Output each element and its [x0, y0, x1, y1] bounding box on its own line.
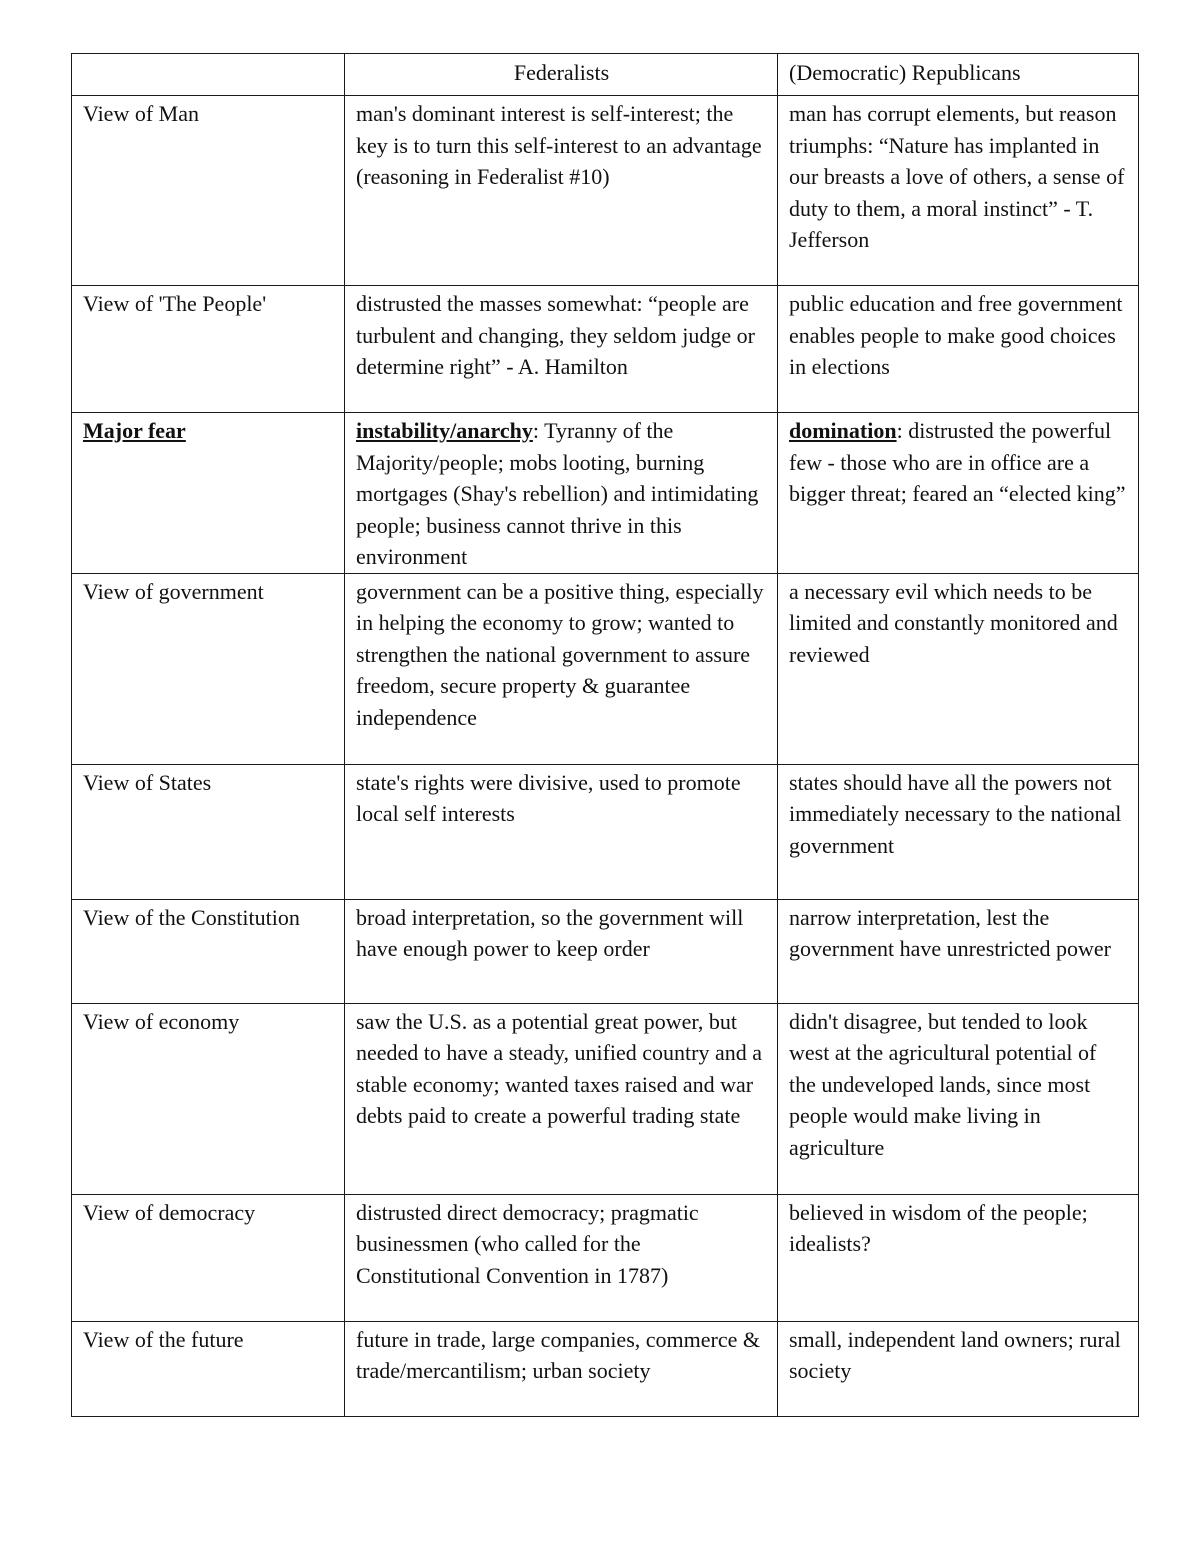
federalist-cell: man's dominant interest is self-interest; the key is to turn this self-interest to an advantage (reasoning in Federalist #10): [345, 96, 778, 286]
federalist-cell: distrusted the masses somewhat: “people are turbulent and changing, they seldom judge or determine right” - A. Hamilton: [345, 286, 778, 413]
federalist-fear-keyword: instability/anarchy: [356, 418, 533, 443]
republican-cell: [778, 413, 1139, 574]
federalist-cell: saw the U.S. as a potential great power, but needed to have a steady, unified country and a stable economy; wanted taxes raised and war debts paid to create a powerful trading state: [345, 1003, 778, 1194]
header-republicans: (Democratic) Republicans: [778, 54, 1139, 96]
table-row: [72, 96, 1139, 286]
table-row: [72, 573, 1139, 764]
row-label: View of economy: [72, 1003, 345, 1194]
federalist-cell: government can be a positive thing, especially in helping the economy to grow; wanted to strengthen the national government to assure freedom, secure property & guarantee independence: [345, 573, 778, 764]
federalist-cell: distrusted direct democracy; pragmatic businessmen (who called for the Constitutional Convention in 1787): [345, 1194, 778, 1321]
row-label: View of Man: [72, 96, 345, 286]
table-row: [72, 899, 1139, 1003]
federalist-cell: future in trade, large companies, commerce & trade/mercantilism; urban society: [345, 1321, 778, 1416]
table-row: [72, 413, 1139, 574]
table-row: [72, 1194, 1139, 1321]
federalist-cell: [345, 413, 778, 574]
table-row: [72, 1003, 1139, 1194]
row-label: View of the Constitution: [72, 899, 345, 1003]
republican-fear-keyword: domination: [789, 418, 897, 443]
federalist-cell: broad interpretation, so the government will have enough power to keep order: [345, 899, 778, 1003]
republican-cell: narrow interpretation, lest the government have unrestricted power: [778, 899, 1139, 1003]
row-label: View of States: [72, 764, 345, 899]
republican-cell: public education and free government enables people to make good choices in elections: [778, 286, 1139, 413]
republican-cell: didn't disagree, but tended to look west at the agricultural potential of the undeveloped lands, since most people would make living in agriculture: [778, 1003, 1139, 1194]
table-row: [72, 764, 1139, 899]
row-label: View of 'The People': [72, 286, 345, 413]
table-row: [72, 1321, 1139, 1416]
row-label: [72, 413, 345, 574]
republican-cell: states should have all the powers not immediately necessary to the national government: [778, 764, 1139, 899]
comparison-table: [71, 53, 1139, 1417]
table-header-row: [72, 54, 1139, 96]
republican-cell: believed in wisdom of the people; idealists?: [778, 1194, 1139, 1321]
major-fear-label: Major fear: [83, 418, 186, 443]
republican-cell: small, independent land owners; rural society: [778, 1321, 1139, 1416]
row-label: View of government: [72, 573, 345, 764]
republican-fear-text: : distrusted the powerful few - those who are in office are a bigger threat; feared an “elected king”: [789, 418, 1126, 506]
header-blank-cell: [72, 54, 345, 96]
row-label: View of the future: [72, 1321, 345, 1416]
federalist-cell: state's rights were divisive, used to promote local self interests: [345, 764, 778, 899]
header-federalists: Federalists: [345, 54, 778, 96]
row-label: View of democracy: [72, 1194, 345, 1321]
table-row: [72, 286, 1139, 413]
republican-cell: man has corrupt elements, but reason triumphs: “Nature has implanted in our breasts a love of others, a sense of duty to them, a moral instinct” - T. Jefferson: [778, 96, 1139, 286]
federalist-fear-text: : Tyranny of the Majority/people; mobs looting, burning mortgages (Shay's rebellion) and intimidating people; business cannot thrive in this environment: [356, 418, 759, 569]
republican-cell: a necessary evil which needs to be limited and constantly monitored and reviewed: [778, 573, 1139, 764]
